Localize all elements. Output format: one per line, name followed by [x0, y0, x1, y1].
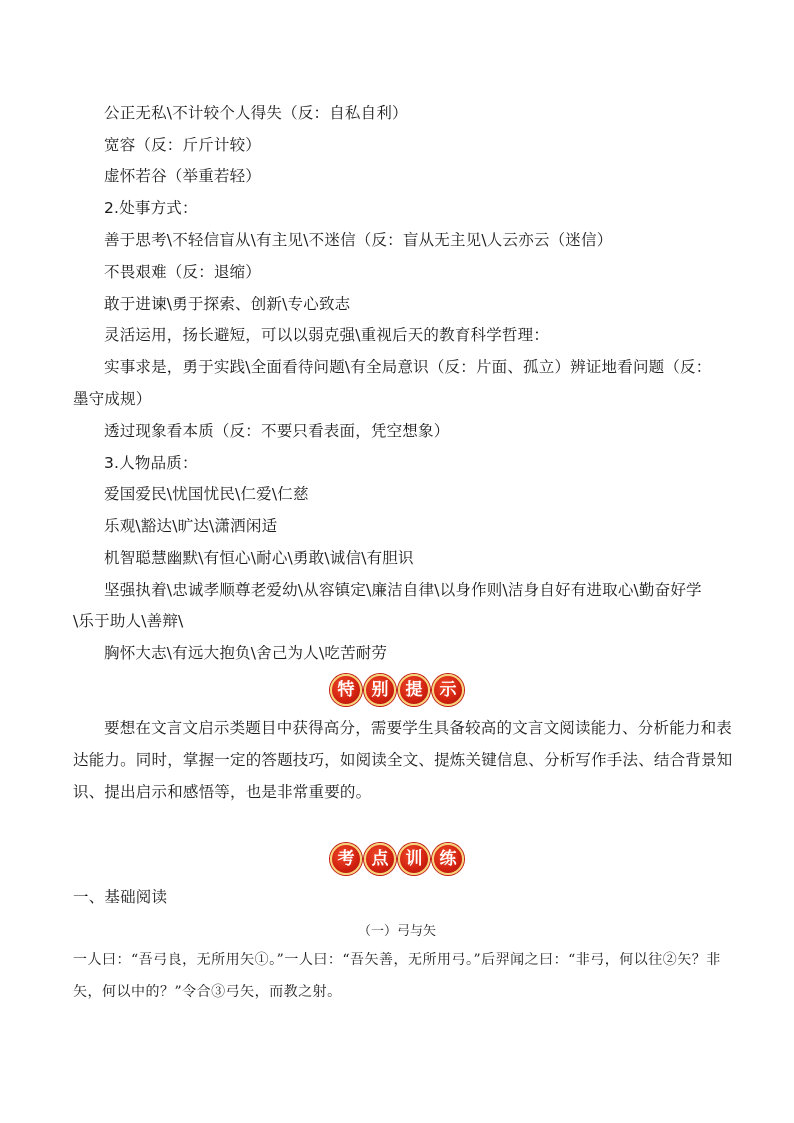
text-line: 敢于进谏\勇于探索、创新\专心致志	[104, 295, 351, 313]
text-line: 公正无私\不计较个人得失（反：自私自利）	[104, 104, 408, 122]
text-line: 爱国爱民\忧国忧民\仁爱\仁慈	[104, 485, 309, 503]
passage-title: （一）弓与矢	[357, 924, 436, 939]
text-line: 机智聪慧幽默\有恒心\耐心\勇敢\诚信\有胆识	[104, 549, 414, 567]
text-line: 坚强执着\忠诚孝顺尊老爱幼\从容镇定\廉洁自律\以身作则\洁身自好有进取心\勤奋好学	[104, 581, 702, 599]
badge-char: 别	[364, 674, 396, 706]
text-line: 善于思考\不轻信盲从\有主见\不迷信（反：盲从无主见\人云亦云（迷信）	[104, 231, 613, 249]
subheading: 3.人物品质：	[104, 454, 198, 472]
badge-char: 提	[398, 674, 430, 706]
text-line: 胸怀大志\有远大抱负\舍己为人\吃苦耐劳	[104, 644, 388, 662]
text-line: 宽容（反：斤斤计较）	[104, 136, 262, 154]
text-line: 灵活运用，扬长避短，可以以弱克强\重视后天的教育科学哲理：	[104, 326, 550, 344]
badge-char: 训	[398, 843, 430, 875]
subheading: 2.处事方式：	[104, 199, 198, 217]
badge-char: 练	[432, 843, 464, 875]
badge-char: 特	[330, 674, 362, 706]
text-line: 乐观\豁达\旷达\潇洒闲适	[104, 517, 278, 535]
text-line: 虚怀若谷（举重若轻）	[104, 167, 262, 185]
text-line: 透过现象看本质（反：不要只看表面，凭空想象）	[104, 422, 450, 440]
badge-char: 示	[432, 674, 464, 706]
tip-paragraph: 要想在文言文启示类题目中获得高分，需要学生具备较高的文言文阅读能力、分析能力和表达能力。同时，掌握一定的答题技巧，如阅读全文、提炼关键信息、分析写作手法、结合背景知识、提出启示和感悟等，也是非常重要的。	[73, 719, 733, 801]
text-line: 墨守成规）	[73, 390, 152, 408]
badge-char: 点	[364, 843, 396, 875]
badge-char: 考	[330, 843, 362, 875]
tip-badge	[0, 674, 794, 706]
text-line: 实事求是，勇于实践\全面看待问题\有全局意识（反：片面、孤立）辨证地看问题（反：	[104, 358, 712, 376]
text-line: \乐于助人\善辩\	[73, 612, 184, 630]
training-badge	[0, 843, 794, 875]
text-line: 不畏艰难（反：退缩）	[104, 263, 262, 281]
section-heading: 一、基础阅读	[73, 888, 168, 906]
passage-text: 一人曰：“吾弓良，无所用矢①。”一人曰：“吾矢善，无所用弓。”后羿闻之曰：“非弓，何以往②矢？非矢，何以中的？”令合③弓矢，而教之射。	[73, 952, 721, 1000]
